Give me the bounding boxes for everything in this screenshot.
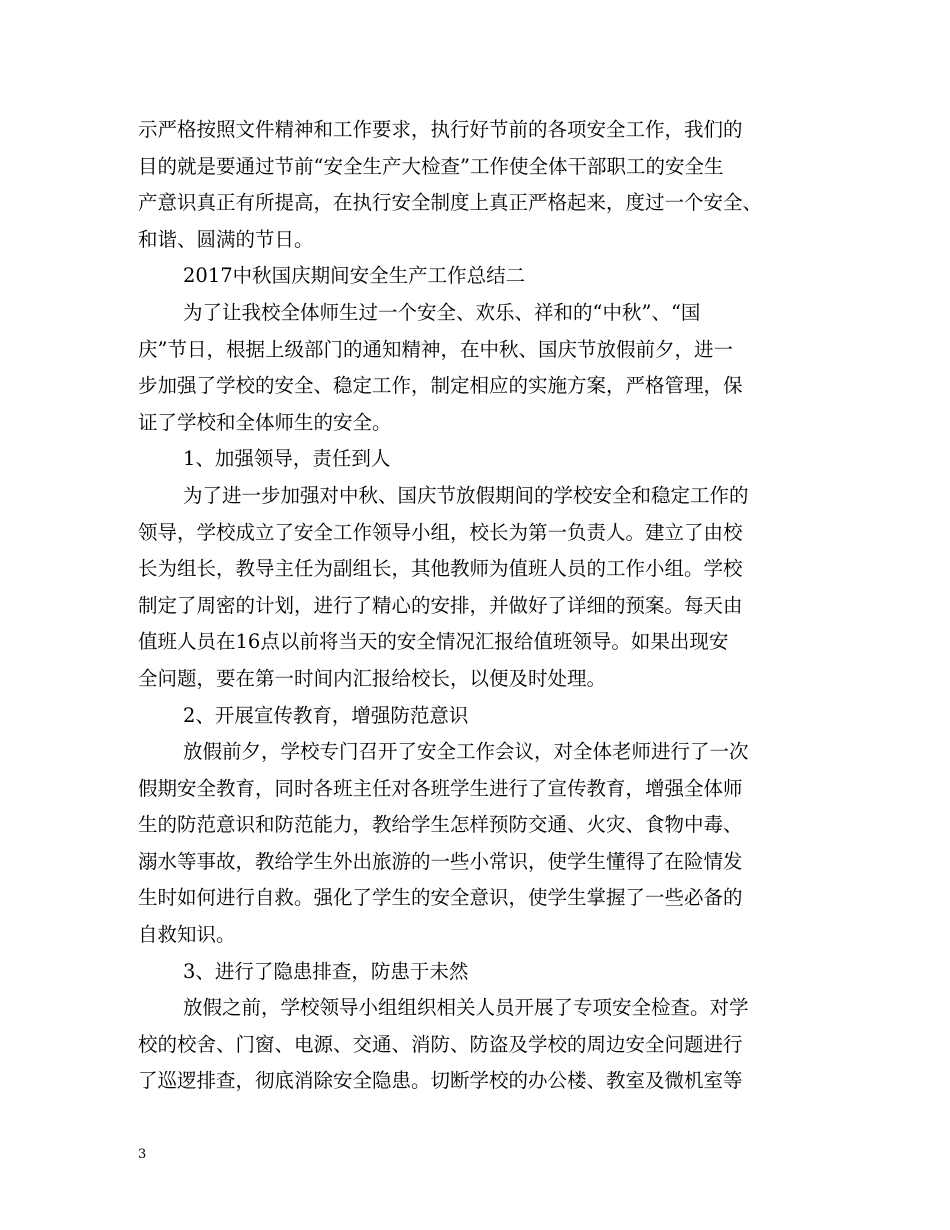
paragraph-line: 示严格按照文件精神和工作要求，执行好节前的各项安全工作，我们的: [138, 118, 743, 141]
paragraph-line: 生的防范意识和防范能力，教给学生怎样预防交通、火灾、食物中毒、: [138, 813, 743, 837]
document-body: [138, 112, 818, 1100]
paragraph-line: 生时如何进行自救。强化了学生的安全意识，使学生掌握了一些必备的: [138, 886, 743, 910]
paragraph-line-indented: 3、进行了隐患排查，防患于未然: [183, 959, 469, 983]
paragraph-line: 目的就是要通过节前“安全生产大检查”工作使全体干部职工的安全生: [138, 154, 724, 178]
paragraph-line: 产意识真正有所提高，在执行安全制度上真正严格起来，度过一个安全、: [138, 191, 763, 215]
paragraph-line: 步加强了学校的安全、稳定工作，制定相应的实施方案，严格管理，保: [138, 374, 743, 398]
paragraph-line-indented: 2017中秋国庆期间安全生产工作总结二: [183, 264, 526, 288]
paragraph-line-indented: 放假前夕，学校专门召开了安全工作会议，对全体老师进行了一次: [183, 740, 749, 764]
paragraph-line: 庆”节日，根据上级部门的通知精神，在中秋、国庆节放假前夕，进一: [138, 337, 733, 361]
paragraph-line: 假期安全教育，同时各班主任对各班学生进行了宣传教育，增强全体师: [138, 776, 743, 800]
paragraph-line-indented: 为了进一步加强对中秋、国庆节放假期间的学校安全和稳定工作的: [183, 483, 749, 507]
paragraph-line: 长为组长，教导主任为副组长，其他教师为值班人员的工作小组。学校: [138, 557, 743, 581]
paragraph-line: 全问题，要在第一时间内汇报给校长，以便及时处理。: [138, 666, 607, 690]
paragraph-line: 溺水等事故，教给学生外出旅游的一些小常识，使学生懂得了在险情发: [138, 849, 743, 873]
paragraph-line: 校的校舍、门窗、电源、交通、消防、防盗及学校的周边安全问题进行: [138, 1032, 743, 1056]
paragraph-line: 了巡逻排查，彻底消除安全隐患。切断学校的办公楼、教室及微机室等: [138, 1069, 743, 1093]
paragraph-line-indented: 1、加强领导，责任到人: [183, 447, 391, 471]
paragraph-line: 和谐、圆满的节日。: [138, 227, 314, 251]
page-number: 3: [138, 1147, 147, 1162]
paragraph-line: 值班人员在16点以前将当天的安全情况汇报给值班领导。如果出现安: [138, 630, 729, 654]
paragraph-line-indented: 放假之前，学校领导小组组织相关人员开展了专项安全检查。对学: [183, 996, 749, 1020]
paragraph-line: 领导，学校成立了安全工作领导小组，校长为第一负责人。建立了由校: [138, 520, 743, 544]
paragraph-line: 自救知识。: [138, 923, 236, 947]
paragraph-line: 证了学校和全体师生的安全。: [138, 410, 392, 434]
paragraph-line-indented: 为了让我校全体师生过一个安全、欢乐、祥和的“中秋”、“国: [183, 300, 701, 324]
paragraph-line-indented: 2、开展宣传教育，增强防范意识: [183, 703, 469, 727]
paragraph-line: 制定了周密的计划，进行了精心的安排，并做好了详细的预案。每天由: [138, 593, 743, 617]
